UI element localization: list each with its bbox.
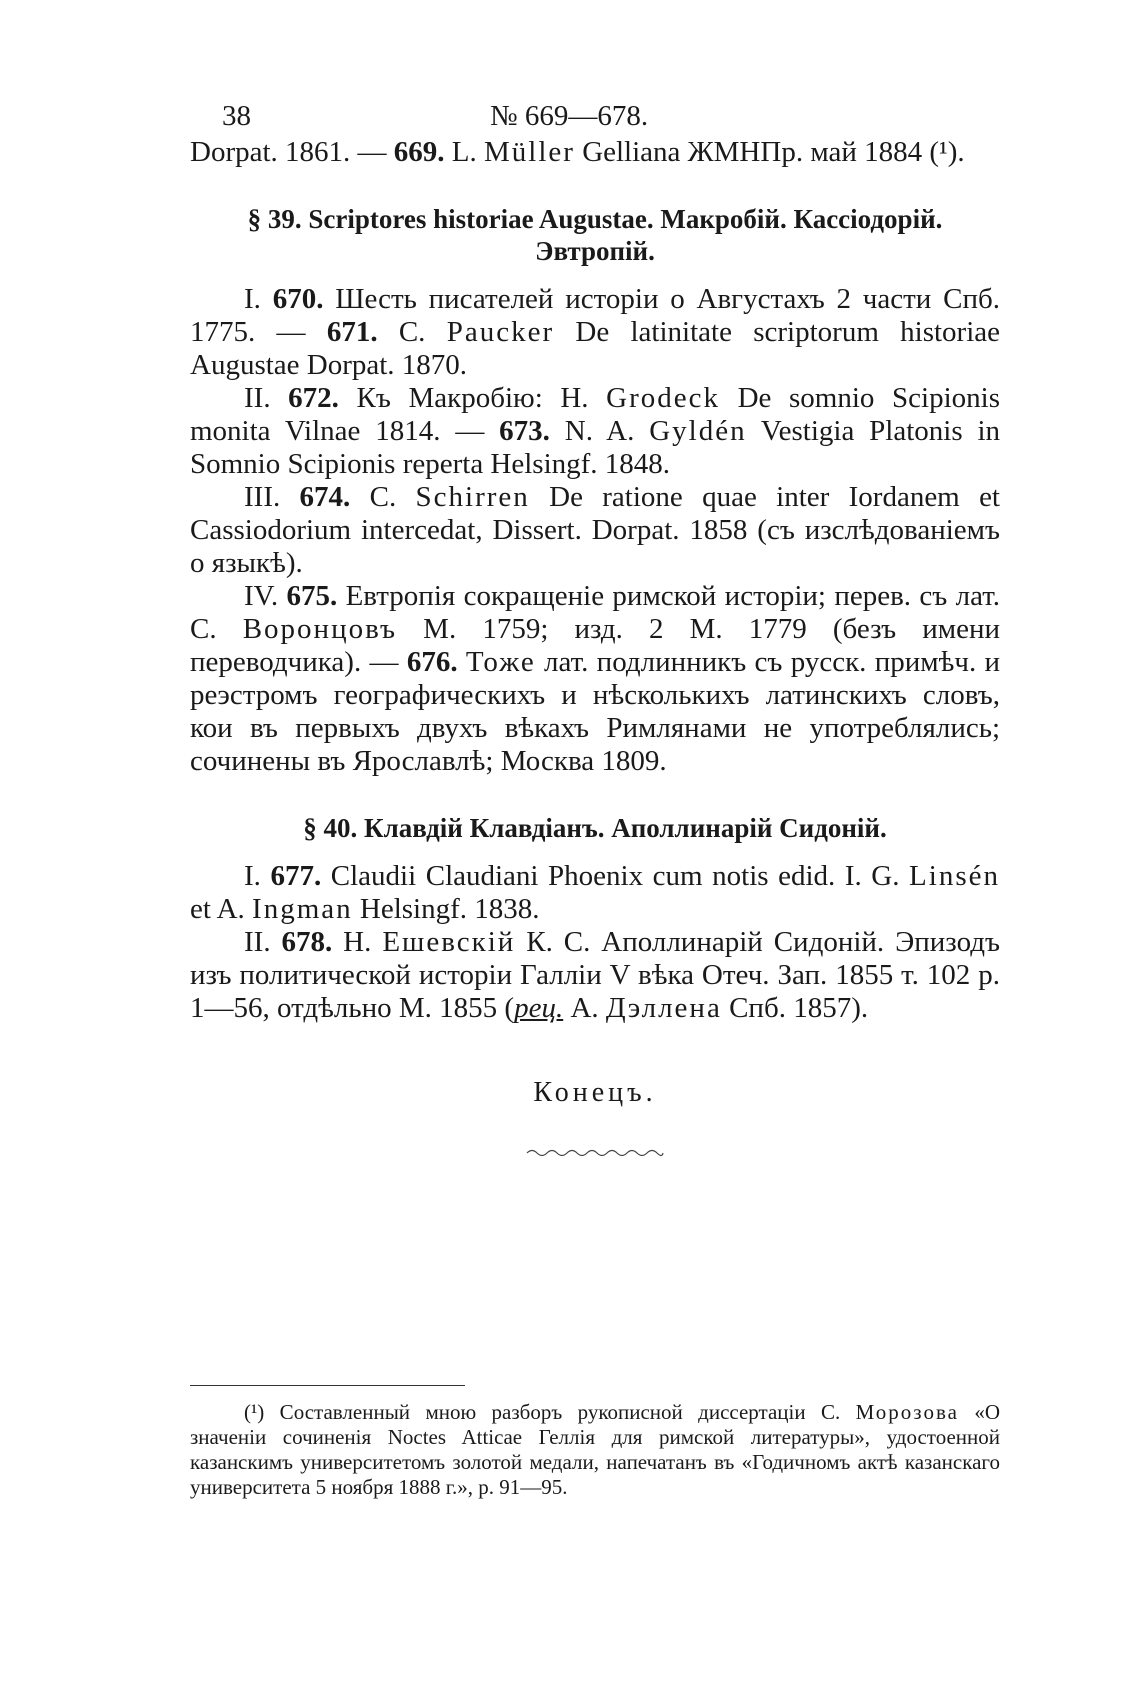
paragraph-s39-3 — [190, 481, 1000, 580]
author-name: Ingman — [252, 893, 353, 925]
entry-number: 675. — [286, 580, 338, 612]
entry-number: 669. — [393, 136, 445, 168]
paragraph-s39-1 — [190, 283, 1000, 382]
paragraph-s40-1 — [190, 860, 1000, 926]
author-name: Müller — [484, 136, 575, 168]
author-name: Linsén — [909, 860, 1000, 892]
text-run: Dorpat. 1861. — — [190, 136, 394, 168]
text-run: IV. — [244, 580, 287, 612]
text-run: Gelliana ЖМНПр. май 1884 (¹). — [574, 136, 965, 168]
intro-paragraph — [190, 136, 1000, 169]
author-name: Grodeck — [606, 382, 720, 414]
entry-range: № 669—678. — [490, 100, 649, 132]
entry-number: 676. — [406, 646, 458, 678]
page-content — [190, 86, 1000, 1500]
text-run: Къ Макробію: H. — [338, 382, 607, 414]
text-run: Евтропія сокращеніе римской исторіи; перев. съ лат. С. — [190, 580, 1000, 645]
paragraph-s39-2 — [190, 382, 1000, 481]
footnote — [190, 1400, 1000, 1500]
author-name: Ешевскій — [382, 926, 516, 958]
entry-number: 670. — [272, 283, 324, 315]
text-run: L. — [444, 136, 484, 168]
text-run: Vestigia Platonis in Somnio Scipionis reperta Helsingf. 1848. — [190, 415, 1001, 480]
text-run: C. — [350, 481, 416, 513]
text-run: Helsingf. 1838. — [352, 893, 540, 925]
text-run: et A. — [190, 893, 253, 925]
text-run: Спб. 1857). — [721, 992, 869, 1024]
text-run: N. A. — [549, 415, 650, 447]
author-name: Schirren — [415, 481, 530, 513]
author-name: Морозова — [855, 1400, 959, 1424]
text-run: Claudii Claudiani Phoenix cum notis edid. I. G. — [321, 860, 910, 892]
entry-number: 672. — [288, 382, 339, 414]
text-run: I. — [244, 283, 273, 315]
text-run: А. — [563, 992, 606, 1024]
wave-ornament — [525, 1147, 665, 1159]
end-marker: Конецъ. — [533, 1077, 657, 1108]
same-marker: Тоже — [465, 646, 536, 678]
author-name: Gyldén — [649, 415, 747, 447]
text-run: De ratione quae inter Iordanem et Cassiodorium intercedat, Dissert. Dorpat. 1858 (съ изслѣдованіемъ о языкѣ). — [190, 481, 1000, 579]
body-text — [190, 136, 1000, 1025]
entry-number: 671. — [326, 316, 378, 348]
entry-number: 673. — [499, 415, 550, 447]
review-marker: рец. — [514, 992, 564, 1024]
text-run: К. С. Аполлинарій Сидоній. Эпизодъ изъ политической исторіи Галліи V вѣка Отеч. Зап. 1855 т. 102 р. 1—56, отдѣльно М. 1855 ( — [190, 926, 1000, 1024]
page-header — [190, 86, 1000, 136]
section-heading-40: § 40. Клавдій Клавдіанъ. Аполлинарій Сидоній. — [303, 813, 887, 843]
text-run: (¹) Составленный мною разборъ рукописной диссертаціи С. — [244, 1400, 856, 1424]
text-run: Шесть писателей исторіи о Августахъ 2 части Спб. 1775. — — [190, 283, 1000, 348]
text-run: М. 1759; изд. 2 М. 1779 (безъ имени переводчика). — — [190, 613, 1001, 678]
text-run: III. — [244, 481, 300, 513]
footnote-rule — [190, 1385, 465, 1386]
text-run: De somnio Scipionis monita Vilnae 1814. — — [190, 382, 1000, 447]
page-number: 38 — [222, 100, 251, 132]
author-name: Paucker — [446, 316, 555, 348]
entry-number: 677. — [270, 860, 322, 892]
text-run: De latinitate scriptorum historiae Augustae Dorpat. 1870. — [190, 316, 1001, 381]
author-name: Воронцовъ — [242, 613, 398, 645]
text-run: Н. — [332, 926, 383, 958]
text-run: II. — [244, 382, 289, 414]
entry-number: 678. — [281, 926, 333, 958]
section-heading-39: § 39. Scriptores historiae Augustae. Макробій. Кассіодорій. Эвтропій. — [247, 204, 943, 266]
text-run — [458, 646, 466, 678]
text-run: C. — [377, 316, 447, 348]
author-name: Дэллена — [605, 992, 722, 1024]
paragraph-s39-4 — [190, 580, 1000, 778]
text-run: I. — [244, 860, 271, 892]
entry-number: 674. — [299, 481, 351, 513]
paragraph-s40-2 — [190, 926, 1000, 1025]
text-run: лат. подлинникъ съ русск. примѣч. и реэстромъ географическихъ и нѣсколькихъ латинскихъ словъ, кои въ первыхъ двухъ вѣкахъ Римлянами не употреблялись; сочинены въ Ярославлѣ; Москва 1809. — [190, 646, 1001, 777]
text-run: II. — [244, 926, 282, 958]
text-run: «О значеніи сочиненія Noctes Atticae Геллія для римской литературы», удостоенной казанскимъ университетомъ золотой медали, напечатанъ въ «Годичномъ актѣ казанскаго университета 5 ноября 1888 г.», р. 91—95. — [190, 1400, 1000, 1499]
